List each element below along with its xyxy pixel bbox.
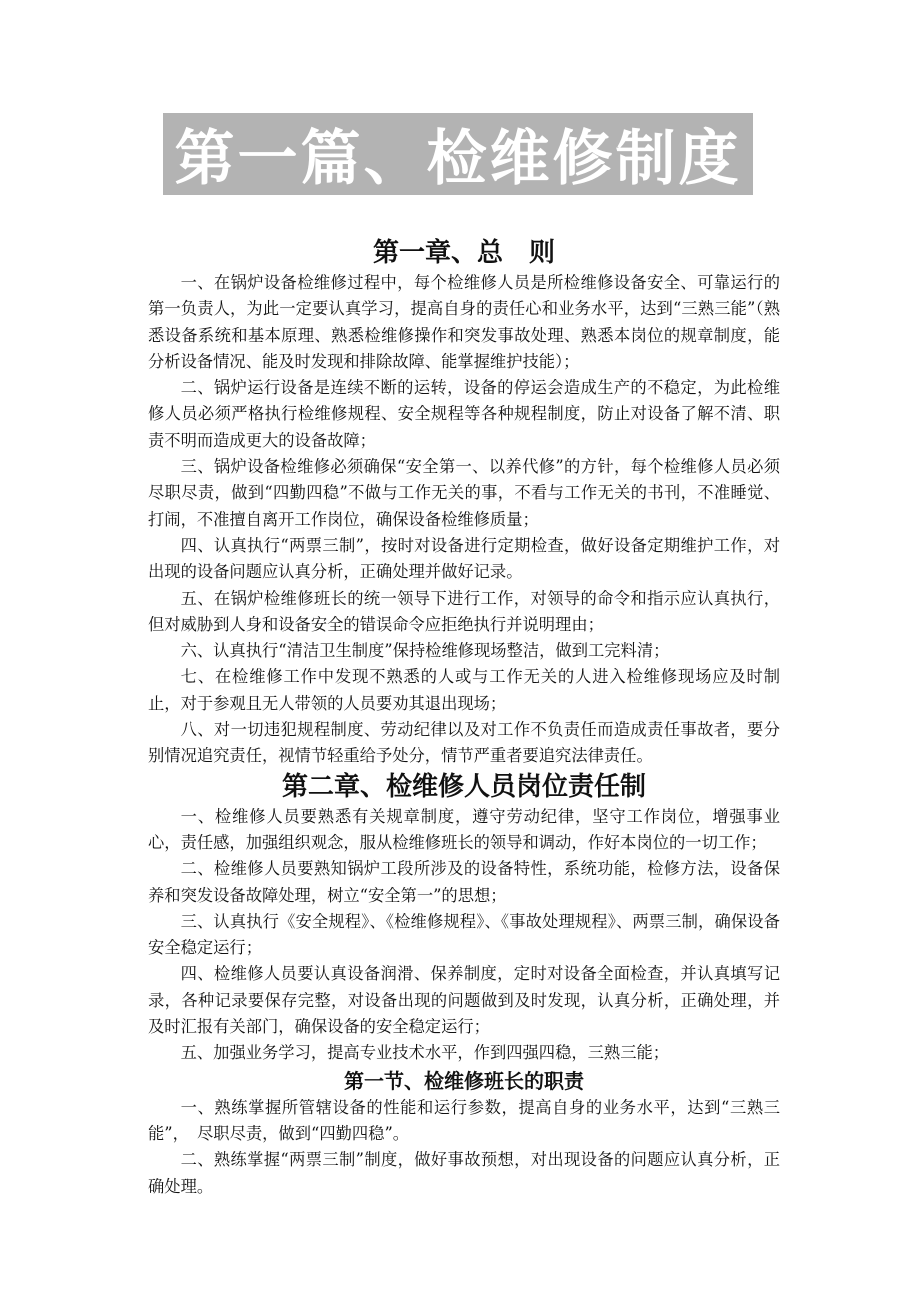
part-title: 第一篇、检维修制度	[174, 124, 742, 194]
chapter-2-paragraph: 四、检维修人员要认真设备润滑、保养制度，定时对设备全面检查，并认真填写记录，各种记录要保存完整，对设备出现的问题做到及时发现，认真分析，正确处理，并及时汇报有关部门，确保设备的安全稳定运行；	[148, 964, 780, 1037]
chapter-1-paragraph: 三、锅炉设备检维修必须确保“安全第一、以养代修”的方针，每个检维修人员必须尽职尽责，做到“四勤四稳”不做与工作无关的事，不看与工作无关的书刊，不准睡觉、打闹，不准擅自离开工作岗位，确保设备检维修质量；	[148, 457, 780, 529]
chapter-1-paragraph: 五、在锅炉检维修班长的统一领导下进行工作，对领导的命令和指示应认真执行，但对威胁到人身和设备安全的错误命令应拒绝执行并说明理由；	[148, 588, 780, 634]
chapter-1-paragraph: 二、锅炉运行设备是连续不断的运转，设备的停运会造成生产的不稳定，为此检维修人员必须严格执行检维修规程、安全规程等各种规程制度，防止对设备了解不清、职责不明而造成更大的设备故障；	[148, 378, 780, 450]
chapter-1-paragraph: 一、在锅炉设备检维修过程中，每个检维修人员是所检维修设备安全、可靠运行的第一负责人，为此一定要认真学习，提高自身的责任心和业务水平，达到“三熟三能”（熟悉设备系统和基本原理、熟悉检维修操作和突发事故处理、熟悉本岗位的规章制度，能分析设备情况、能及时发现和排除故障、能掌握维护技能）；	[148, 273, 780, 371]
section-1-title: 第一节、检维修班长的职责	[344, 1068, 584, 1093]
chapter-1-title: 第一章、总 则	[372, 238, 555, 268]
chapter-1-paragraph: 六、认真执行“清洁卫生制度”保持检维修现场整洁，做到工完料清；	[180, 641, 670, 661]
chapter-2-paragraph: 三、认真执行《安全规程》、《检维修规程》、《事故处理规程》、两票三制，确保设备安全稳定运行；	[148, 911, 780, 958]
chapter-1-paragraph: 八、对一切违犯规程制度、劳动纪律以及对工作不负责任而造成责任事故者，要分别情况追究责任，视情节轻重给予处分，情节严重者要追究法律责任。	[148, 720, 780, 766]
section-1-paragraph: 一、熟练掌握所管辖设备的性能和运行参数，提高自身的业务水平，达到“三熟三能”， 尽职尽责，做到“四勤四稳”。	[148, 1097, 780, 1143]
chapter-2-title: 第二章、检维修人员岗位责任制	[281, 771, 646, 802]
chapter-2-paragraph: 五、加强业务学习，提高专业技术水平，作到四强四稳，三熟三能；	[180, 1043, 670, 1063]
chapter-1-paragraph: 七、在检维修工作中发现不熟悉的人或与工作无关的人进入检维修现场应及时制止，对于参观且无人带领的人员要劝其退出现场；	[148, 667, 780, 713]
section-1-paragraph: 二、熟练掌握“两票三制”制度，做好事故预想，对出现设备的问题应认真分析，正确处理。	[148, 1150, 780, 1196]
document-body	[148, 236, 780, 1200]
chapter-2-paragraph: 二、检维修人员要熟知锅炉工段所涉及的设备特性，系统功能，检修方法，设备保养和突发设备故障处理，树立“安全第一”的思想；	[148, 859, 780, 905]
part-title-banner	[163, 113, 753, 195]
chapter-1-paragraph: 四、认真执行“两票三制”，按时对设备进行定期检查，做好设备定期维护工作，对出现的设备问题应认真分析，正确处理并做好记录。	[148, 535, 780, 582]
chapter-2-paragraph: 一、检维修人员要熟悉有关规章制度，遵守劳动纪律，坚守工作岗位，增强事业心，责任感，加强组织观念，服从检维修班长的领导和调动，作好本岗位的一切工作；	[148, 806, 780, 852]
